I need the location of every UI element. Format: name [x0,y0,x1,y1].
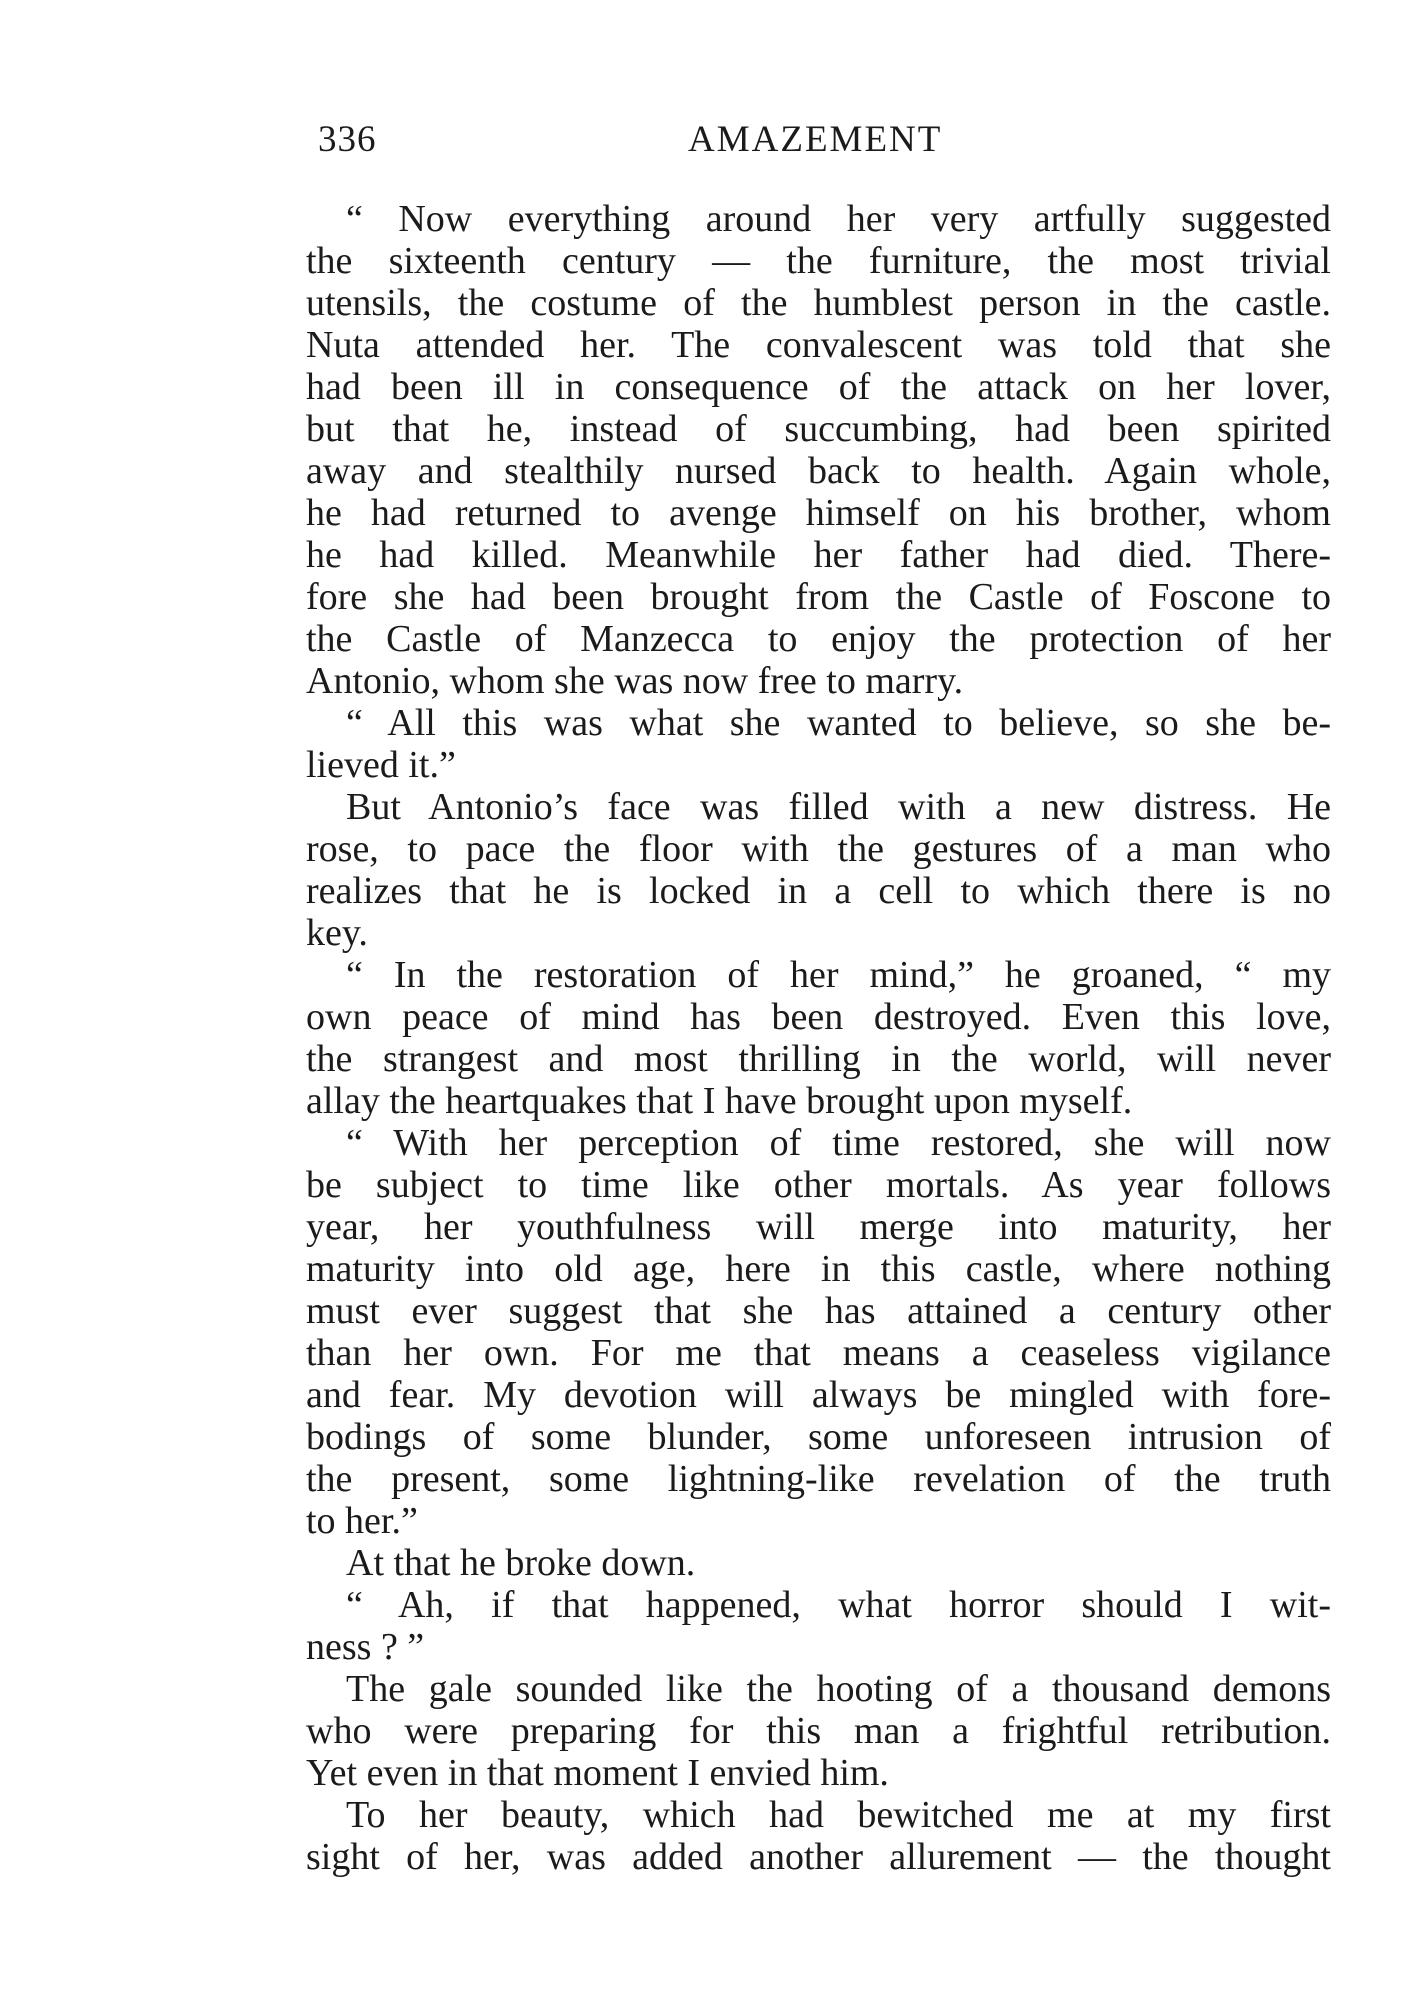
text-line: “ In the restoration of her mind,” he groaned, “ my [346,954,1331,996]
running-head [318,118,1330,178]
text-line: Antonio, whom she was now free to marry. [306,660,964,702]
text-line: had been ill in consequence of the attack on her lover, [306,366,1331,408]
text-line: than her own. For me that means a ceaseless vigilance [306,1332,1331,1374]
page-number: 336 [318,119,377,160]
text-line: who were preparing for this man a frightful retribution. [306,1710,1331,1752]
text-line: “ Now everything around her very artfully suggested [346,198,1331,240]
text-line: Nuta attended her. The convalescent was told that she [306,324,1331,366]
text-line: to her.” [306,1500,418,1542]
text-line: fore she had been brought from the Castle of Foscone to [306,576,1331,618]
text-line: But Antonio’s face was filled with a new distress. He [346,786,1331,828]
text-line: key. [306,912,368,954]
text-line: the present, some lightning-like revelation of the truth [306,1458,1331,1500]
text-line: “ All this was what she wanted to believe, so she be- [346,702,1331,744]
text-line: must ever suggest that she has attained a century other [306,1290,1331,1332]
text-line: “ With her perception of time restored, she will now [346,1122,1331,1164]
text-line: Yet even in that moment I envied him. [306,1752,889,1794]
text-line: he had returned to avenge himself on his brother, whom [306,492,1331,534]
text-line: own peace of mind has been destroyed. Even this love, [306,996,1331,1038]
text-line: away and stealthily nursed back to health. Again whole, [306,450,1331,492]
text-line: be subject to time like other mortals. As year follows [306,1164,1331,1206]
text-line: and fear. My devotion will always be mingled with fore- [306,1374,1331,1416]
text-line: the Castle of Manzecca to enjoy the protection of her [306,618,1331,660]
text-line: lieved it.” [306,744,456,786]
text-line: utensils, the costume of the humblest person in the castle. [306,282,1331,324]
text-line: maturity into old age, here in this castle, where nothing [306,1248,1331,1290]
text-line: he had killed. Meanwhile her father had died. There- [306,534,1331,576]
text-line: To her beauty, which had bewitched me at my first [346,1794,1331,1836]
text-line: the strangest and most thrilling in the world, will never [306,1038,1331,1080]
text-line: sight of her, was added another allurement — the thought [306,1836,1331,1878]
text-line: “ Ah, if that happened, what horror should I wit- [346,1584,1331,1626]
text-line: the sixteenth century — the furniture, the most trivial [306,240,1331,282]
text-line: ness ? ” [306,1626,425,1668]
text-line: realizes that he is locked in a cell to which there is no [306,870,1331,912]
text-line: bodings of some blunder, some unforeseen intrusion of [306,1416,1331,1458]
text-line: rose, to pace the floor with the gestures of a man who [306,828,1331,870]
text-line: The gale sounded like the hooting of a thousand demons [346,1668,1331,1710]
text-line: year, her youthfulness will merge into maturity, her [306,1206,1331,1248]
chapter-title: AMAZEMENT [688,119,943,160]
text-line: At that he broke down. [346,1542,696,1584]
text-line: allay the heartquakes that I have brought upon myself. [306,1080,1133,1122]
body-text [306,198,1331,1878]
text-line: but that he, instead of succumbing, had been spirited [306,408,1331,450]
